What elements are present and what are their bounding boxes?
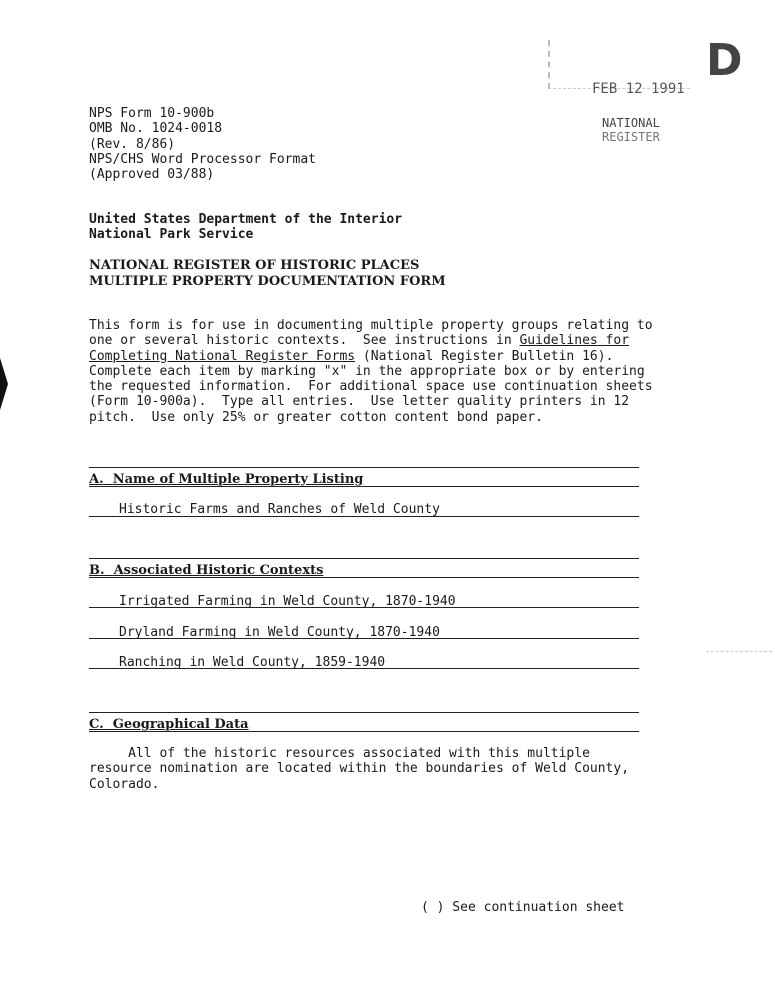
form-title [89, 258, 446, 289]
stamp-letter: D [706, 35, 743, 86]
stamp-line-2: REGISTER [602, 130, 660, 144]
service-name: National Park Service [89, 227, 254, 243]
instructions-line [89, 333, 653, 348]
entry-line [89, 607, 639, 608]
instructions-line: pitch. Use only 25% or greater cotton content bond paper. [89, 409, 543, 425]
guidelines-link: Guidelines for [519, 333, 630, 349]
section-c-top-rule [89, 712, 639, 713]
entry-line [89, 668, 639, 669]
title-line-2: MULTIPLE PROPERTY DOCUMENTATION FORM [89, 273, 446, 289]
format-note: NPS/CHS Word Processor Format [89, 151, 316, 167]
section-b-heading [89, 563, 323, 578]
section-letter: A. [89, 472, 104, 487]
omb-number: OMB No. 1024-0018 [89, 121, 223, 137]
section-c-heading [89, 717, 249, 732]
title-line-1: NATIONAL REGISTER OF HISTORIC PLACES [89, 258, 420, 273]
approval-date: (Approved 03/88) [89, 167, 215, 183]
instructions-line: Complete each item by marking "x" in the appropriate box or by entering [89, 363, 645, 379]
instructions-line: (Form 10-900a). Type all entries. Use letter quality printers in 12 [89, 394, 630, 410]
received-stamp [548, 35, 743, 150]
historic-context-item: Dryland Farming in Weld County, 1870-1940 [119, 625, 440, 640]
stamp-date: FEB 12 1991 [592, 81, 685, 97]
section-title: Name of Multiple Property Listing [112, 472, 364, 487]
revision: (Rev. 8/86) [89, 136, 176, 152]
form-identification [89, 106, 316, 182]
entry-line [89, 638, 639, 639]
section-letter: C. [89, 717, 104, 732]
geographical-data-text [89, 746, 629, 792]
section-title: Associated Historic Contexts [113, 563, 324, 578]
section-letter: B. [89, 563, 105, 578]
section-a-heading-rule [89, 486, 639, 487]
geo-line: All of the historic resources associated with this multiple [89, 746, 590, 761]
binding-mark [0, 358, 8, 410]
section-a-top-rule [89, 467, 639, 468]
department-name: United States Department of the Interior [89, 212, 403, 227]
historic-context-item: Ranching in Weld County, 1859-1940 [119, 655, 386, 670]
historic-context-item: Irrigated Farming in Weld County, 1870-1940 [119, 594, 456, 609]
section-b-top-rule [89, 558, 639, 559]
scan-mark [706, 651, 772, 652]
instructions-line: the requested information. For additional space use continuation sheets [89, 379, 653, 395]
instructions-line [89, 349, 653, 364]
agency-block [89, 212, 402, 243]
instructions [89, 318, 653, 425]
continuation-sheet-checkbox[interactable]: ( ) See continuation sheet [421, 900, 625, 915]
instructions-text: one or several historic contexts. See instructions in [89, 333, 520, 349]
section-title: Geographical Data [112, 717, 249, 732]
section-b-heading-rule [89, 577, 639, 578]
geo-line: Colorado. [89, 776, 160, 792]
form-number: NPS Form 10-900b [89, 106, 215, 121]
entry-line [89, 516, 639, 517]
geo-line: resource nomination are located within the boundaries of Weld County, [89, 761, 630, 777]
section-a-heading [89, 472, 363, 487]
instructions-text: (National Register Bulletin 16). [355, 348, 614, 364]
multiple-property-name: Historic Farms and Ranches of Weld County [119, 502, 440, 517]
instructions-line: This form is for use in documenting multiple property groups relating to [89, 318, 653, 333]
guidelines-link-continued: Completing National Register Forms [89, 348, 356, 364]
section-c-heading-rule [89, 731, 639, 732]
stamp-line-1: NATIONAL [602, 116, 660, 130]
